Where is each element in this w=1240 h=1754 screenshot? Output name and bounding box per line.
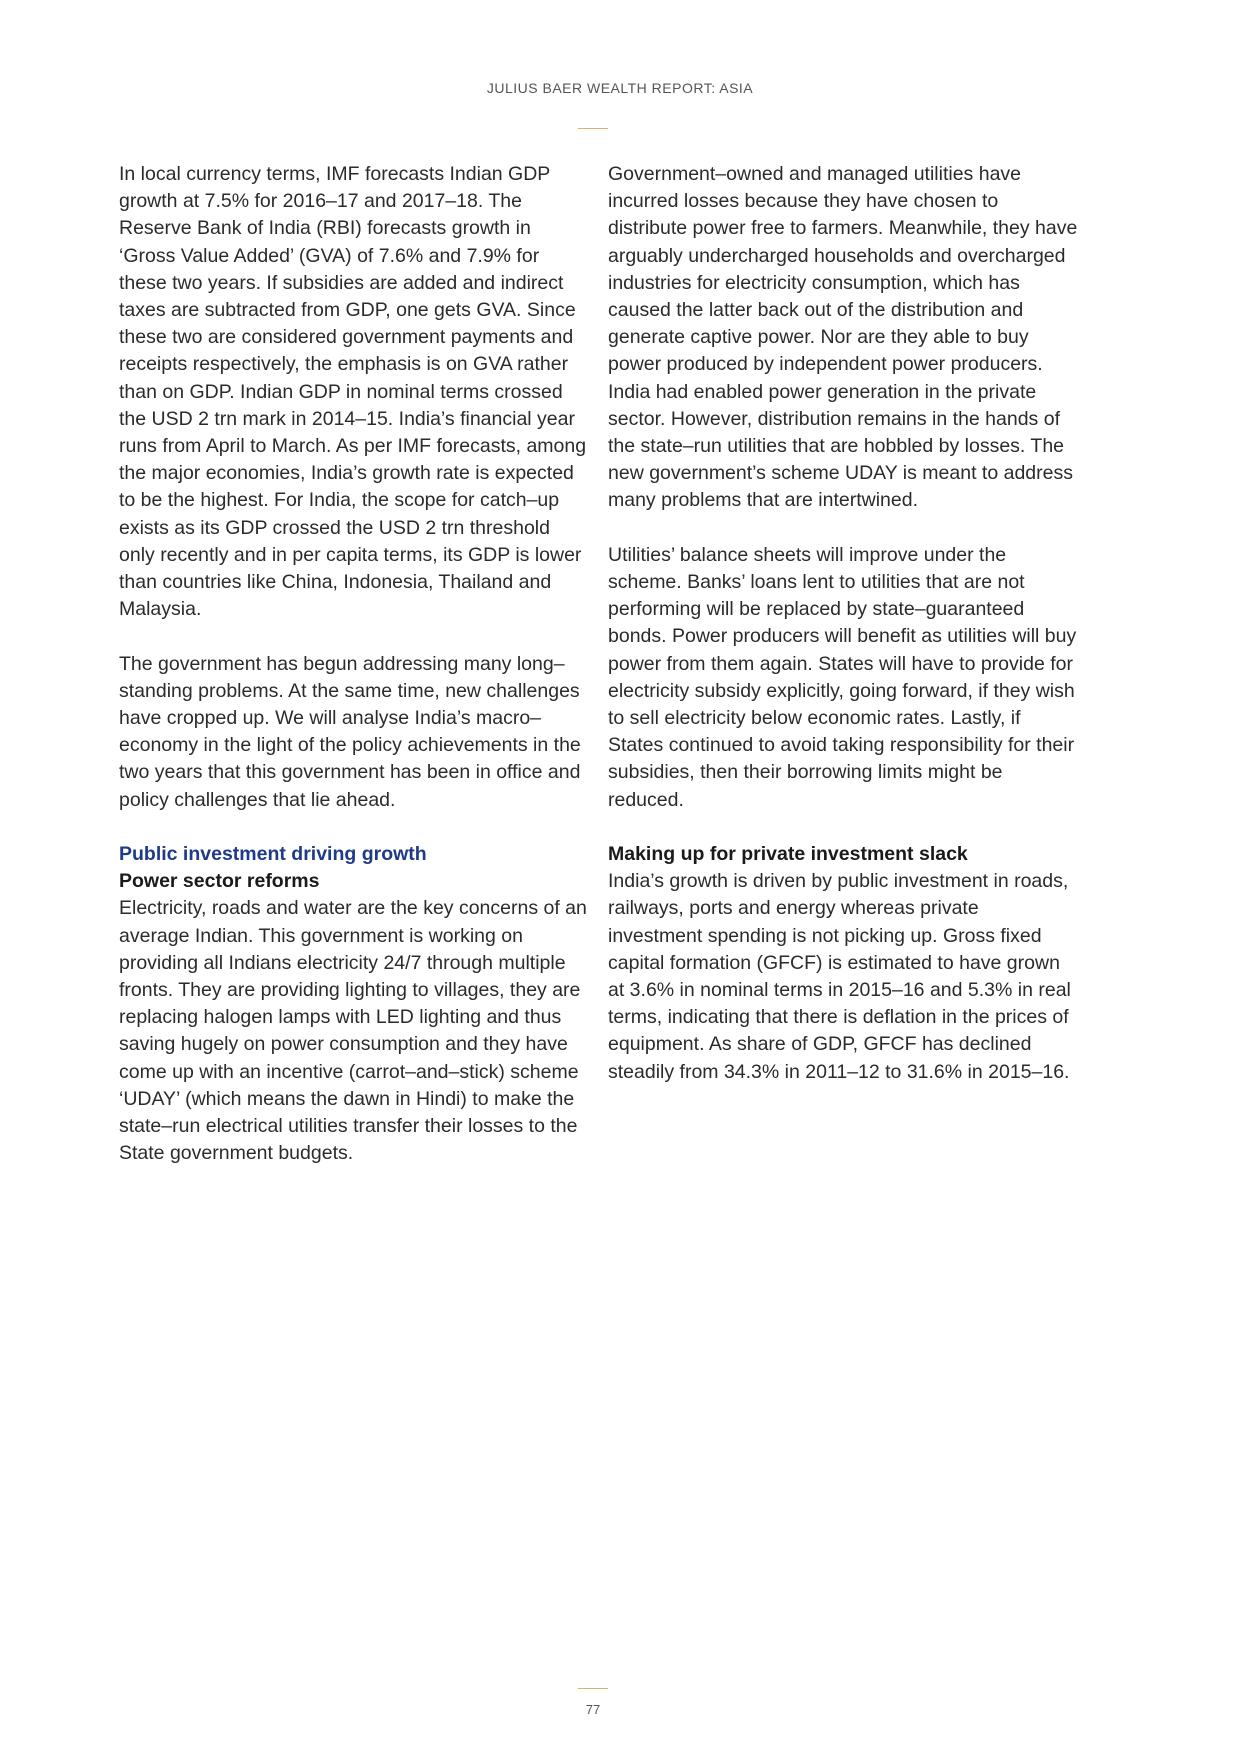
section-heading-public-investment: Public investment driving growth	[119, 843, 427, 866]
left-paragraph-electricity: Electricity, roads and water are the key concerns of an average Indian. This government is working on providing all Indians electricity 24/7 through multiple fronts. They are providing lighting to villages, they are replacing halogen lamps with LED lighting and thus saving hugely on power consumption and they have come up with an incentive (carrot–and–stick) scheme ‘UDAY’ (which means the dawn in Hindi) to make the state–run electrical utilities transfer their losses to the State government budgets.	[119, 897, 587, 1165]
footer-accent-rule	[578, 1688, 608, 1689]
left-paragraph-government-problems: The government has begun addressing many long–standing problems. At the same time, new challenges have cropped up. We will analyse India’s macro–economy in the light of the policy achievements in the two years that this government has been in office and policy challenges that lie ahead.	[119, 652, 581, 811]
sub-heading-private-investment: Making up for private investment slack	[608, 843, 968, 866]
header-accent-rule	[578, 128, 608, 129]
page-number: 77	[585, 1702, 601, 1717]
left-column	[119, 161, 589, 1195]
right-paragraph-utilities-losses: Government–owned and managed utilities have incurred losses because they have chosen to distribute power free to farmers. Meanwhile, they have arguably undercharged households and overcharged industries for electricity consumption, which has caused the latter back out of the distribution and generate captive power. Nor are they able to buy power produced by independent power producers. India had enabled power generation in the private sector. However, distribution remains in the hands of the state–run utilities that are hobbled by losses. The new government’s scheme UDAY is meant to address many problems that are intertwined.	[608, 163, 1078, 512]
running-header: JULIUS BAER WEALTH REPORT: ASIA	[486, 80, 754, 96]
left-paragraph-gdp-forecast: In local currency terms, IMF forecasts Indian GDP growth at 7.5% for 2016–17 and 2017–18. The Reserve Bank of India (RBI) forecasts growth in ‘Gross Value Added’ (GVA) of 7.6% and 7.9% for these two years. If subsidies are added and indirect taxes are subtracted from GDP, one gets GVA. Since these two are considered government payments and receipts respectively, the emphasis is on GVA rather than on GDP. Indian GDP in nominal terms crossed the USD 2 trn mark in 2014–15. India’s financial year runs from April to March. As per IMF forecasts, among the major economies, India’s growth rate is expected to be the highest. For India, the scope for catch–up exists as its GDP crossed the USD 2 trn threshold only recently and in per capita terms, its GDP is lower than countries like China, Indonesia, Thailand and Malaysia.	[119, 163, 587, 621]
right-paragraph-uday-scheme: Utilities’ balance sheets will improve under the scheme. Banks’ loans lent to utilities that are not performing will be replaced by state–guaranteed bonds. Power producers will benefit as utilities will buy power from them again. States will have to provide for electricity subsidy explicitly, going forward, if they wish to sell electricity below economic rates. Lastly, if States continued to avoid taking responsibility for their subsidies, then their borrowing limits might be reduced.	[608, 543, 1077, 811]
right-column	[608, 161, 1078, 1113]
right-paragraph-gfcf: India’s growth is driven by public investment in roads, railways, ports and energy whereas private investment spending is not picking up. Gross fixed capital formation (GFCF) is estimated to have grown at 3.6% in nominal terms in 2015–16 and 5.3% in real terms, indicating that there is deflation in the prices of equipment. As share of GDP, GFCF has declined steadily from 34.3% in 2011–12 to 31.6% in 2015–16.	[608, 870, 1071, 1083]
sub-heading-power-sector: Power sector reforms	[119, 870, 320, 893]
